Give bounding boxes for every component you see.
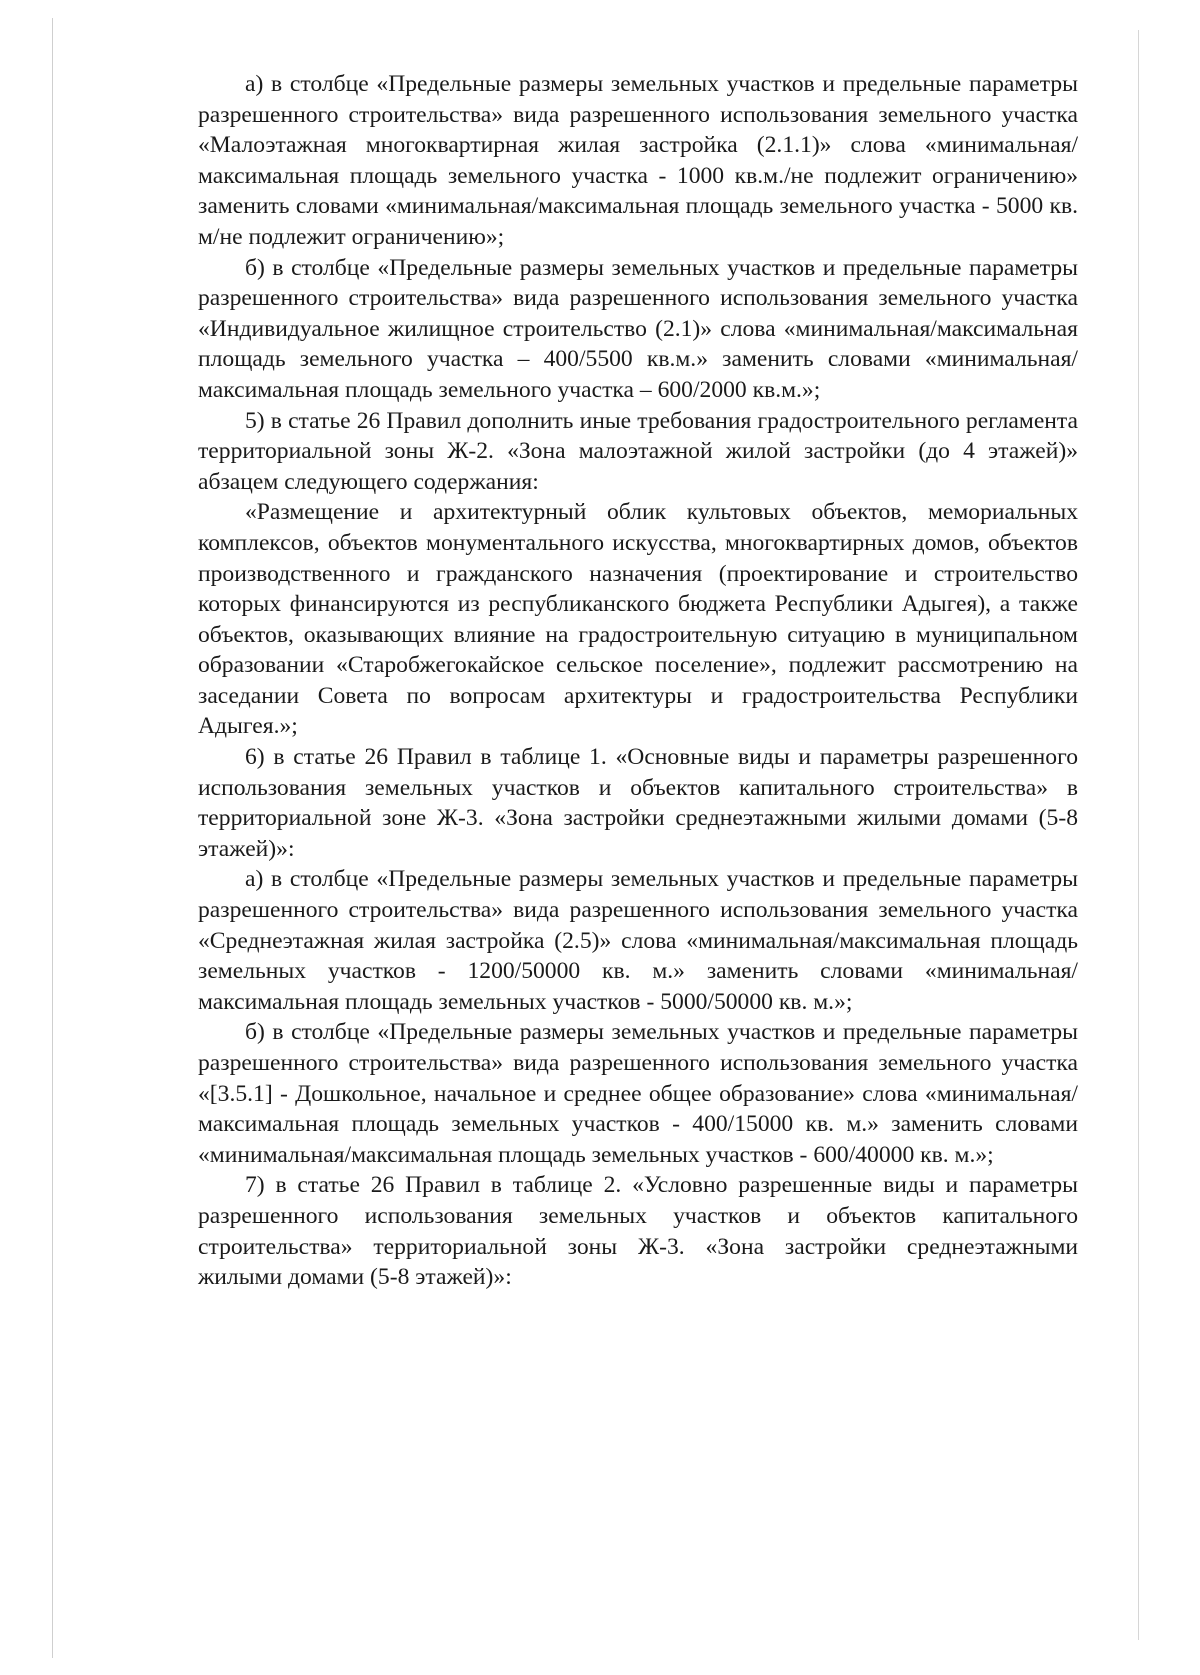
paragraph-6-table-1: 6) в статье 26 Правил в таблице 1. «Основные виды и параметры разрешенного использования земельных участков и объектов капитального строительства» в территориальной зоне Ж-3. «Зона застройки среднеэтажными жилыми домами (5-8 этажей)»: <box>198 744 1078 862</box>
paragraph-7-table-2: 7) в статье 26 Правил в таблице 2. «Условно разрешенные виды и параметры разрешенного использования земельных участков и объектов капитального строительства» территориальной зоны Ж-3. «Зона застройки среднеэтажными жилыми домами (5-8 этажей)»: <box>198 1172 1078 1291</box>
paragraph-4b-izhs: б) в столбце «Предельные размеры земельных участков и предельные параметры разрешенного строительства» вида разрешенного использования земельного участка «Индивидуальное жилищное строительство (2.1)» слова «минимальная/максимальная площадь земельного участка – 400/5500 кв.м.» заменить словами «минимальная/максимальная площадь земельного участка – 600/2000 кв.м.»; <box>198 254 1078 403</box>
paragraph-5-article-26: 5) в статье 26 Правил дополнить иные требования градостроительного регламента территориальной зоны Ж-2. «Зона малоэтажной жилой застройки (до 4 этажей)» абзацем следующего содержания: <box>198 407 1078 495</box>
paragraph-6b-obrazovanie: б) в столбце «Предельные размеры земельных участков и предельные параметры разрешенного строительства» вида разрешенного использования земельного участка «[3.5.1] - Дошкольное, начальное и среднее общее образование» слова «минимальная/максимальная площадь земельных участков - 400/15000 кв. м.» заменить словами «минимальная/максимальная площадь земельных участков - 600/40000 кв. м.»; <box>198 1019 1078 1168</box>
paragraph-6a-sredneetazhnaya: а) в столбце «Предельные размеры земельных участков и предельные параметры разрешенного строительства» вида разрешенного использования земельного участка «Среднеэтажная жилая застройка (2.5)» слова «минимальная/максимальная площадь земельных участков - 1200/50000 кв. м.» заменить словами «минимальная/максимальная площадь земельных участков - 5000/50000 кв. м.»; <box>198 866 1078 1015</box>
paragraph-5-quote: «Размещение и архитектурный облик культовых объектов, мемориальных комплексов, объектов монументального искусства, многоквартирных домов, объектов производственного и гражданского назначения (проектирование и строительство которых финансируются из республиканского бюджета Республики Адыгея), а также объектов, оказывающих влияние на градостроительную ситуацию в муниципальном образовании «Старобжегокайское сельское поселение», подлежит рассмотрению на заседании Совета по вопросам архитектуры и градостроительства Республики Адыгея.»; <box>198 499 1078 740</box>
scan-edge-left <box>52 18 53 1658</box>
document-body <box>198 69 1078 1293</box>
paragraph-4a-maloetazhnaya: а) в столбце «Предельные размеры земельных участков и предельные параметры разрешенного строительства» вида разрешенного использования земельного участка «Малоэтажная многоквартирная жилая застройка (2.1.1)» слова «минимальная/максимальная площадь земельного участка - 1000 кв.м./не подлежит ограничению» заменить словами «минимальная/максимальная площадь земельного участка - 5000 кв. м/не подлежит ограничению»; <box>198 71 1078 250</box>
scan-edge-right <box>1138 30 1139 1640</box>
